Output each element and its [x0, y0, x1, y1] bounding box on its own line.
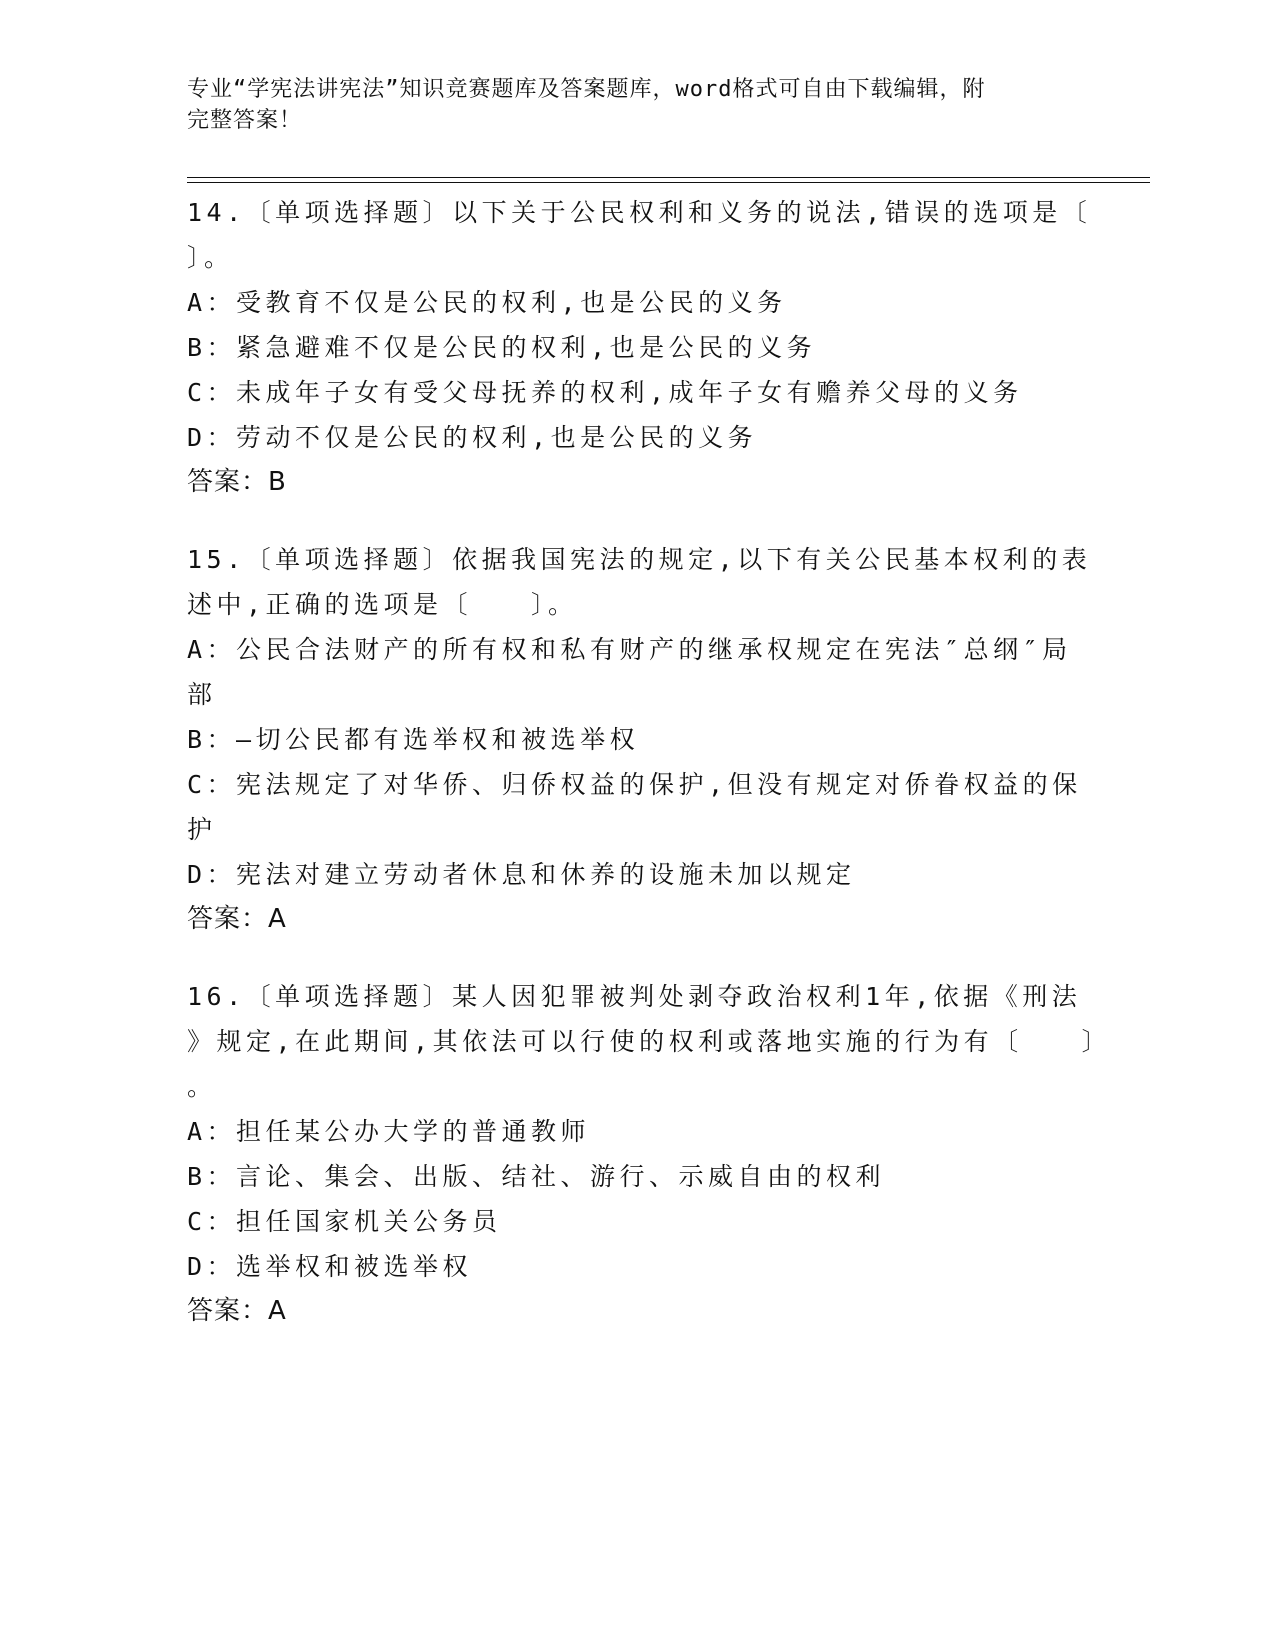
- option-c: C：宪法规定了对华侨、归侨权益的保护,但没有规定对侨眷权益的保: [187, 770, 1082, 799]
- question-stem-line: 》规定,在此期间,其依法可以行使的权利或落地实施的行为有〔 〕: [187, 1027, 1112, 1056]
- answer: 答案：B: [187, 467, 287, 497]
- document-header: [187, 74, 1067, 136]
- question-stem-line: 。: [187, 1072, 217, 1101]
- question-stem-line: 〕。: [187, 243, 234, 272]
- question-stem-line: 述中,正确的选项是〔 〕。: [187, 590, 578, 619]
- header-divider-top: [187, 177, 1150, 178]
- option-c: C：担任国家机关公务员: [187, 1207, 502, 1236]
- question-list: [187, 190, 1112, 1366]
- question-stem-line: 16.〔单项选择题〕某人因犯罪被判处剥夺政治权利1年,依据《刑法: [187, 982, 1082, 1011]
- header-line-1: 专业“学宪法讲宪法”知识竞赛题库及答案题库，word格式可自由下载编辑，附: [187, 77, 986, 102]
- option-c-continued: 护: [187, 815, 217, 844]
- question-14: [187, 190, 1092, 505]
- answer: 答案：A: [187, 904, 287, 934]
- option-b: B：言论、集会、出版、结社、游行、示威自由的权利: [187, 1162, 886, 1191]
- question-16: [187, 974, 1112, 1334]
- header-divider-bottom: [187, 182, 1150, 183]
- question-15: [187, 537, 1092, 942]
- option-a: A：担任某公办大学的普通教师: [187, 1117, 591, 1146]
- header-line-2: 完整答案！: [187, 108, 303, 133]
- option-d: D：宪法对建立劳动者休息和休养的设施未加以规定: [187, 860, 856, 889]
- option-a-continued: 部: [187, 680, 217, 709]
- option-c: C：未成年子女有受父母抚养的权利,成年子女有赡养父母的义务: [187, 378, 1023, 407]
- option-b: B：紧急避难不仅是公民的权利,也是公民的义务: [187, 333, 817, 362]
- option-a: A：受教育不仅是公民的权利,也是公民的义务: [187, 288, 787, 317]
- question-stem-line: 15.〔单项选择题〕依据我国宪法的规定,以下有关公民基本权利的表: [187, 545, 1092, 574]
- option-d: D：选举权和被选举权: [187, 1252, 473, 1281]
- answer: 答案：A: [187, 1296, 287, 1326]
- question-stem-line: 14.〔单项选择题〕以下关于公民权利和义务的说法,错误的选项是〔: [187, 198, 1092, 227]
- option-a: A：公民合法财产的所有权和私有财产的继承权规定在宪法″总纲″局: [187, 635, 1072, 664]
- option-d: D：劳动不仅是公民的权利,也是公民的义务: [187, 423, 758, 452]
- option-b: B：—切公民都有选举权和被选举权: [187, 725, 640, 754]
